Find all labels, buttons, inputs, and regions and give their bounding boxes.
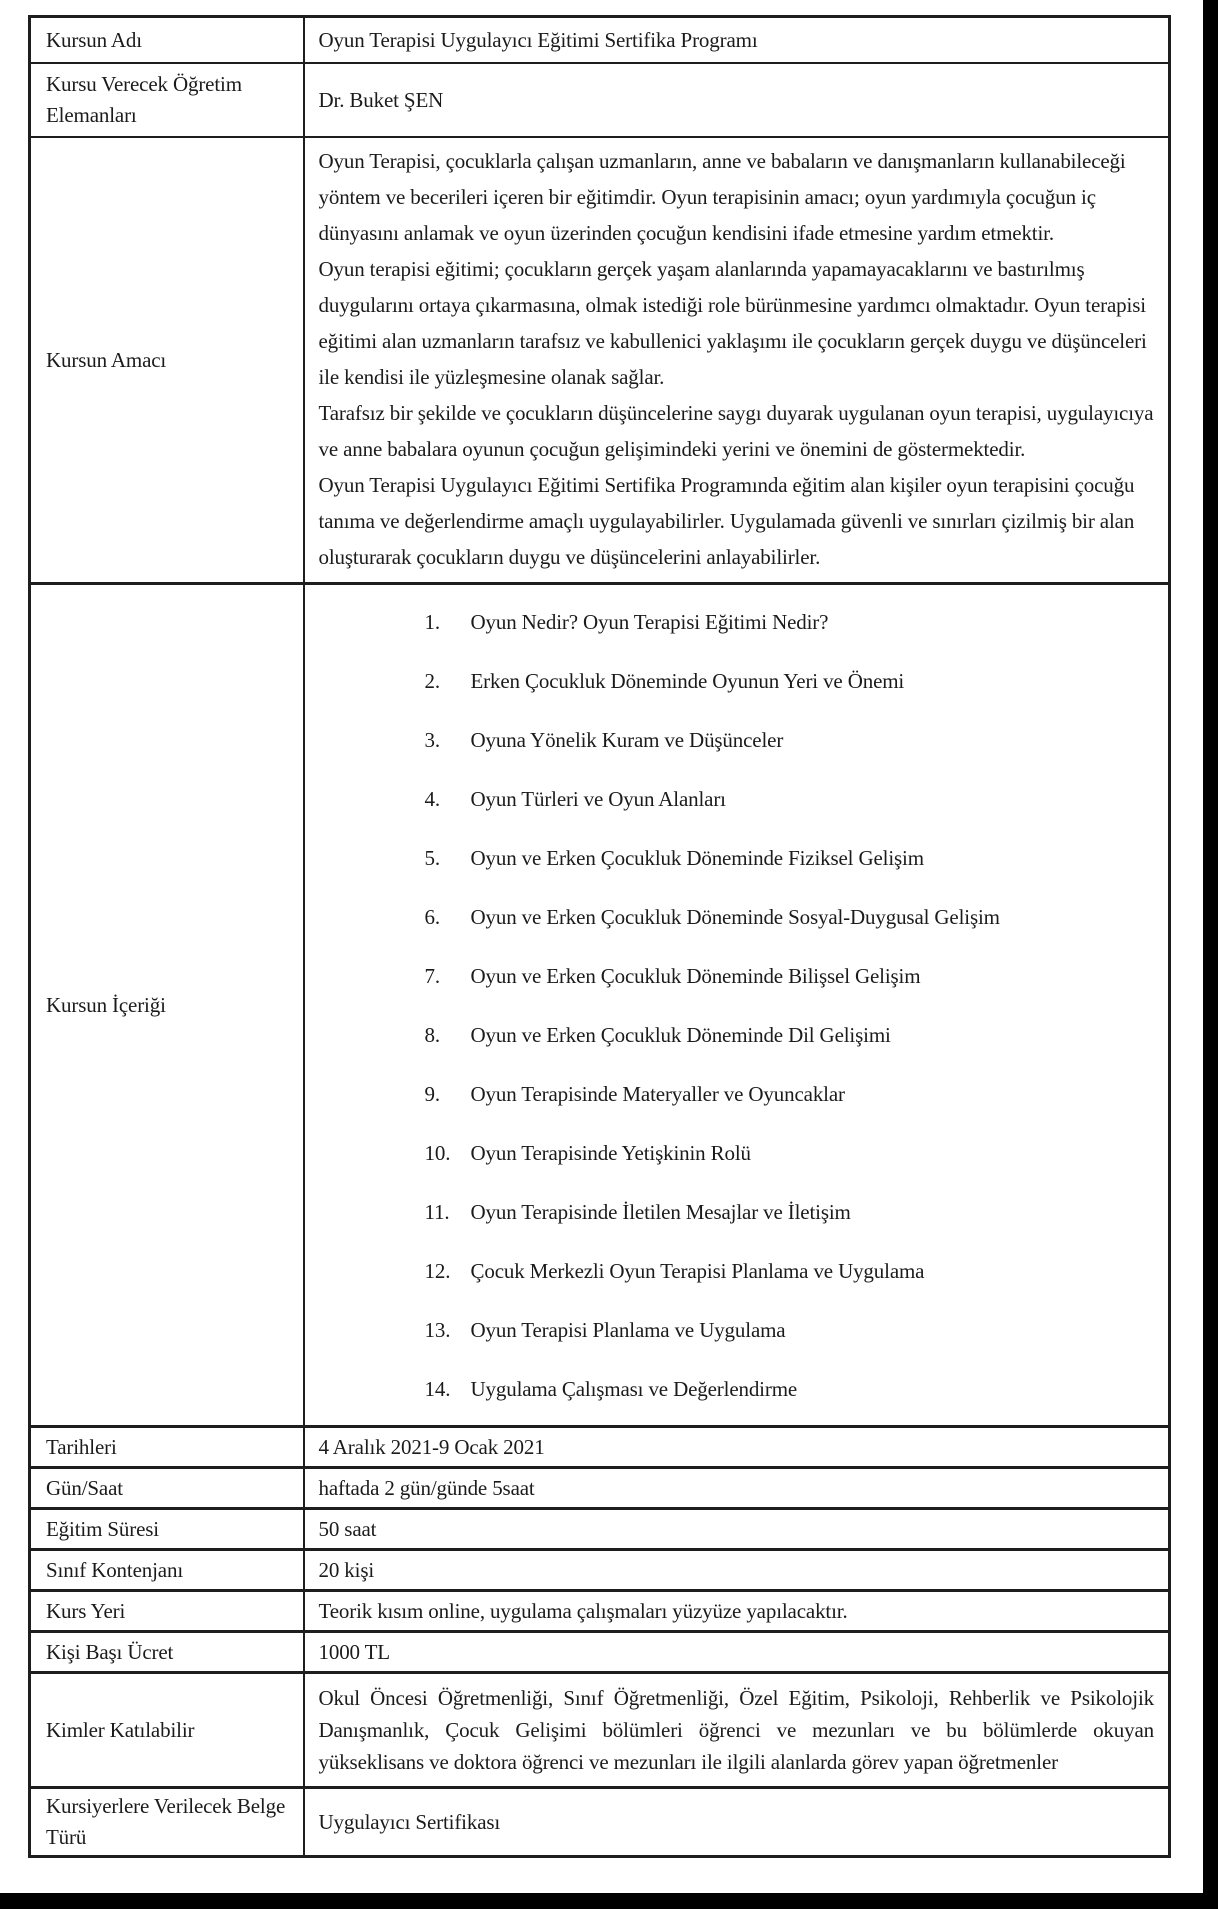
content-list-item — [425, 1200, 1155, 1224]
item-text: Çocuk Merkezli Oyun Terapisi Planlama ve Uygulama — [470, 1258, 925, 1283]
item-text: Oyun Terapisinde Materyaller ve Oyuncaklar — [470, 1081, 845, 1106]
table-row-class-size — [30, 1550, 1170, 1591]
item-text: Oyun ve Erken Çocukluk Döneminde Dil Gelişimi — [470, 1022, 891, 1047]
row-label: Kursun İçeriği — [30, 584, 304, 1427]
item-text: Erken Çocukluk Döneminde Oyunun Yeri ve Önemi — [470, 668, 905, 693]
row-value: Dr. Buket ŞEN — [304, 63, 1170, 137]
row-label: Kurs Yeri — [30, 1591, 304, 1632]
table-row-course-content — [30, 584, 1170, 1427]
row-label: Gün/Saat — [30, 1468, 304, 1509]
content-list-item — [425, 1141, 1155, 1165]
row-value — [304, 137, 1170, 584]
table-row-duration — [30, 1509, 1170, 1550]
course-info-table — [28, 15, 1171, 1858]
table-row-course-purpose — [30, 137, 1170, 584]
purpose-paragraph: Tarafsız bir şekilde ve çocukların düşüncelerine saygı duyarak uygulanan oyun terapisi, uygulayıcıya ve anne babalara oyunun çocuğun gelişimindeki yerini ve önemini de göstermektedir. — [318, 401, 1154, 461]
item-text: Oyun Terapisinde İletilen Mesajlar ve İletişim — [470, 1199, 851, 1224]
table-row-course-name — [30, 17, 1170, 64]
row-label: Kişi Başı Ücret — [30, 1632, 304, 1673]
row-value — [304, 584, 1170, 1427]
purpose-paragraph: Oyun terapisi eğitimi; çocukların gerçek yaşam alanlarında yapamayacaklarını ve bastırılmış duygularını ortaya çıkarmasına, olmak istediği role bürünmesine yardımcı olmaktadır. Oyun terapisi eğitimi alan uzmanların tarafsız ve kabullenici yaklaşımı ile çocukların gerçek duygu ve düşünceleri ile kendisi ile yüzleşmesine olanak sağlar. — [318, 257, 1147, 389]
table-row-fee — [30, 1632, 1170, 1673]
content-list-item — [425, 964, 1155, 988]
row-label: Kursun Amacı — [30, 137, 304, 584]
item-text: Oyun ve Erken Çocukluk Döneminde Fiziksel Gelişim — [470, 845, 924, 870]
row-label: Sınıf Kontenjanı — [30, 1550, 304, 1591]
content-list-item — [425, 1023, 1155, 1047]
row-value: Uygulayıcı Sertifikası — [304, 1788, 1170, 1857]
item-text: Oyun Türleri ve Oyun Alanları — [470, 786, 726, 811]
row-value: 1000 TL — [304, 1632, 1170, 1673]
right-edge-bar — [1203, 0, 1218, 1909]
content-list-item — [425, 846, 1155, 870]
item-number: 11. — [424, 1199, 450, 1224]
item-number: 6. — [424, 904, 440, 929]
row-value: Okul Öncesi Öğretmenliği, Sınıf Öğretmenliği, Özel Eğitim, Psikoloji, Rehberlik ve Psikolojik Danışmanlık, Çocuk Gelişimi bölümleri öğrenci ve mezunları ve bu bölümlerde okuyan yükseklisans ve doktora öğrenci ve mezunları ile ilgili alanlarda görev yapan öğretmenler — [304, 1673, 1170, 1788]
item-number: 2. — [424, 668, 440, 693]
item-text: Oyun ve Erken Çocukluk Döneminde Bilişsel Gelişim — [470, 963, 921, 988]
content-list-item — [425, 1082, 1155, 1106]
item-number: 3. — [424, 727, 440, 752]
content-list — [319, 610, 1155, 1401]
content-list-item — [425, 1318, 1155, 1342]
row-label: Kursu Verecek Öğretim Elemanları — [30, 63, 304, 137]
item-number: 9. — [424, 1081, 440, 1106]
content-list-item — [425, 1377, 1155, 1401]
item-number: 4. — [424, 786, 440, 811]
item-text: Oyun Terapisinde Yetişkinin Rolü — [470, 1140, 751, 1165]
item-number: 8. — [424, 1022, 440, 1047]
table-row-dates — [30, 1427, 1170, 1468]
content-list-item — [425, 787, 1155, 811]
item-number: 14. — [424, 1376, 451, 1401]
table-row-eligibility — [30, 1673, 1170, 1788]
item-number: 10. — [424, 1140, 451, 1165]
purpose-paragraph: Oyun Terapisi, çocuklarla çalışan uzmanların, anne ve babaların ve danışmanların kullanabileceği yöntem ve becerileri içeren bir eğitimdir. Oyun terapisinin amacı; oyun yardımıyla çocuğun iç dünyasını anlamak ve oyun üzerinden çocuğun kendisini ifade etmesine yardım etmektir. — [318, 149, 1126, 245]
table-row-location — [30, 1591, 1170, 1632]
row-value: Oyun Terapisi Uygulayıcı Eğitimi Sertifika Programı — [304, 17, 1170, 64]
row-label: Tarihleri — [30, 1427, 304, 1468]
row-label: Eğitim Süresi — [30, 1509, 304, 1550]
row-value: Teorik kısım online, uygulama çalışmaları yüzyüze yapılacaktır. — [304, 1591, 1170, 1632]
row-value: haftada 2 gün/günde 5saat — [304, 1468, 1170, 1509]
purpose-paragraph: Oyun Terapisi Uygulayıcı Eğitimi Sertifika Programında eğitim alan kişiler oyun terapisini çocuğu tanıma ve değerlendirme amaçlı uygulayabilirler. Uygulamada güvenli ve sınırları çizilmiş bir alan oluşturarak çocukların duygu ve düşüncelerini anlayabilirler. — [318, 473, 1135, 569]
row-value: 4 Aralık 2021-9 Ocak 2021 — [304, 1427, 1170, 1468]
item-number: 7. — [424, 963, 440, 988]
row-label: Kursiyerlere Verilecek Belge Türü — [30, 1788, 304, 1857]
item-number: 13. — [424, 1317, 451, 1342]
item-text: Uygulama Çalışması ve Değerlendirme — [470, 1376, 798, 1401]
content-list-item — [425, 905, 1155, 929]
item-text: Oyun ve Erken Çocukluk Döneminde Sosyal-Duygusal Gelişim — [470, 904, 1000, 929]
row-label: Kursun Adı — [30, 17, 304, 64]
row-label: Kimler Katılabilir — [30, 1673, 304, 1788]
item-text: Oyuna Yönelik Kuram ve Düşünceler — [470, 727, 784, 752]
item-number: 1. — [424, 609, 440, 634]
content-list-item — [425, 610, 1155, 634]
row-value: 50 saat — [304, 1509, 1170, 1550]
content-list-item — [425, 669, 1155, 693]
content-list-item — [425, 1259, 1155, 1283]
row-value: 20 kişi — [304, 1550, 1170, 1591]
bottom-edge-bar — [0, 1893, 1218, 1909]
item-number: 5. — [424, 845, 440, 870]
item-text: Oyun Terapisi Planlama ve Uygulama — [470, 1317, 786, 1342]
content-list-item — [425, 728, 1155, 752]
table-row-instructor — [30, 63, 1170, 137]
table-row-day-hours — [30, 1468, 1170, 1509]
item-text: Oyun Nedir? Oyun Terapisi Eğitimi Nedir? — [470, 609, 829, 634]
item-number: 12. — [424, 1258, 451, 1283]
table-row-certificate-type — [30, 1788, 1170, 1857]
